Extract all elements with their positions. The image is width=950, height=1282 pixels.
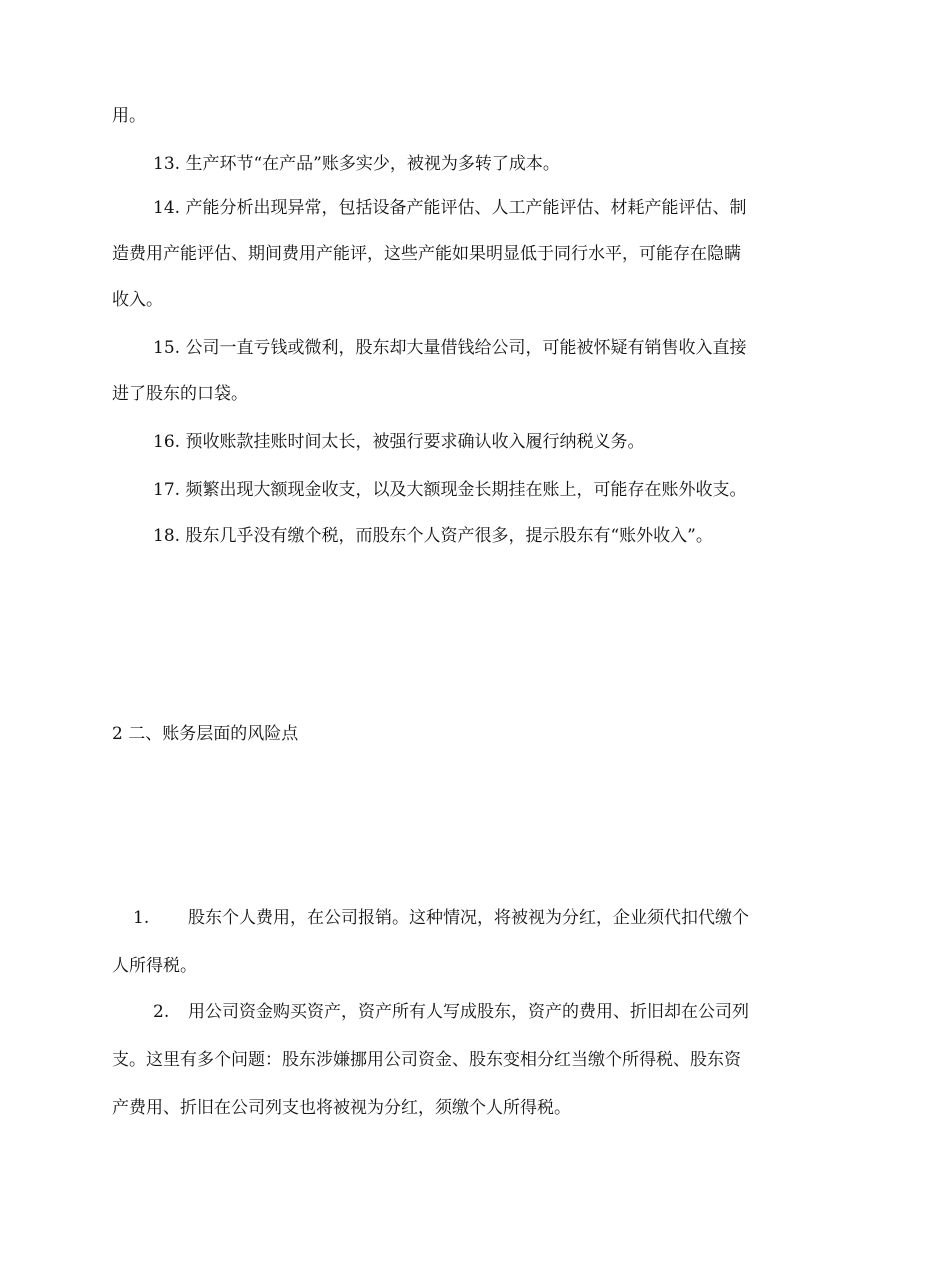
risk-item-14-line-3: 收入。 (112, 290, 163, 310)
section-item-2-line-1: 用公司资金购买资产，资产所有人写成股东，资产的费用、折旧却在公司列 (188, 1002, 749, 1022)
risk-item-18: 18. 股东几乎没有缴个税，而股东个人资产很多，提示股东有“账外收入”。 (153, 526, 713, 546)
risk-item-17: 17. 频繁出现大额现金收支，以及大额现金长期挂在账上，可能存在账外收支。 (153, 480, 747, 500)
section-item-2-line-3: 产费用、折旧在公司列支也将被视为分红，须缴个人所得税。 (112, 1098, 571, 1118)
section-item-1-line-2: 人所得税。 (112, 956, 197, 976)
risk-item-13: 13. 生产环节“在产品”账多实少，被视为多转了成本。 (153, 154, 560, 174)
paragraph-continuation: 用。 (112, 106, 146, 126)
section-item-2-number: 2. (153, 1002, 170, 1022)
section-item-1-number: 1. (133, 908, 150, 928)
risk-item-14-line-2: 造费用产能评估、期间费用产能评，这些产能如果明显低于同行水平，可能存在隐瞒 (112, 244, 741, 264)
risk-item-16: 16. 预收账款挂账时间太长，被强行要求确认收入履行纳税义务。 (153, 432, 645, 452)
risk-item-14-line-1: 14. 产能分析出现异常，包括设备产能评估、人工产能评估、材耗产能评估、制 (153, 198, 747, 218)
risk-item-15-line-1: 15. 公司一直亏钱或微利，股东却大量借钱给公司，可能被怀疑有销售收入直接 (153, 338, 747, 358)
section-heading: 2 二、账务层面的风险点 (112, 724, 299, 744)
section-item-1-line-1: 股东个人费用，在公司报销。这种情况，将被视为分红，企业须代扣代缴个 (188, 908, 749, 928)
section-item-2-line-2: 支。这里有多个问题：股东涉嫌挪用公司资金、股东变相分红当缴个所得税、股东资 (112, 1050, 741, 1070)
risk-item-15-line-2: 进了股东的口袋。 (112, 384, 248, 404)
